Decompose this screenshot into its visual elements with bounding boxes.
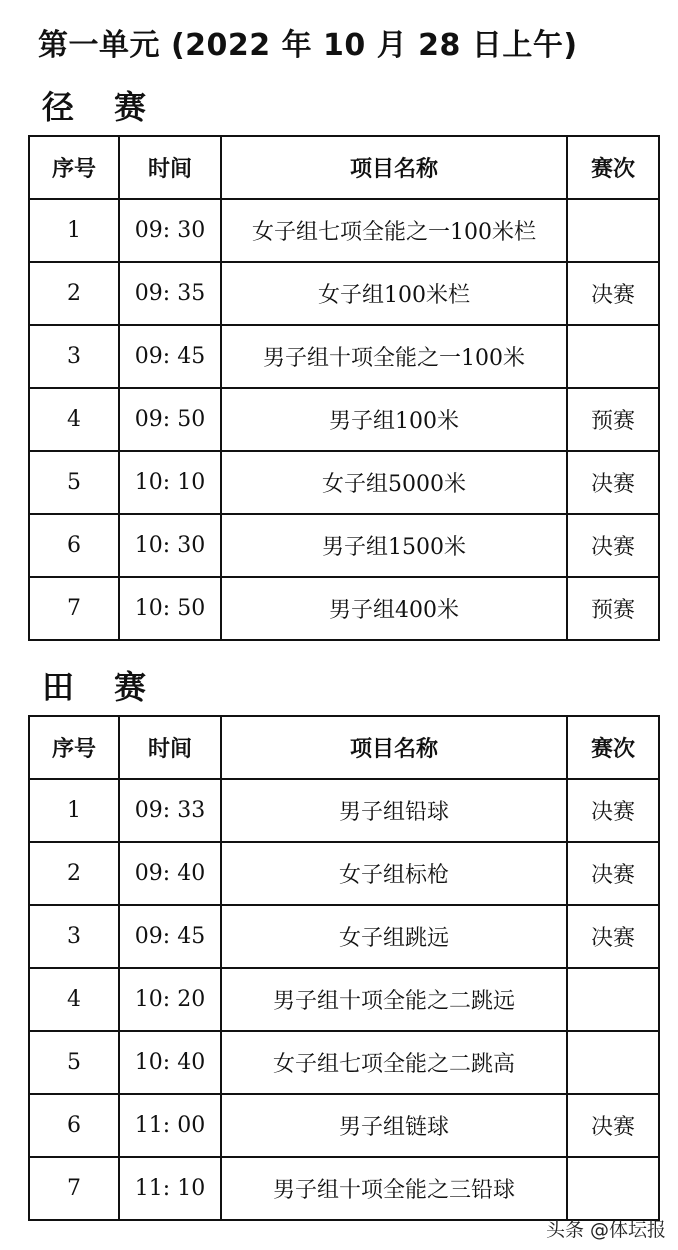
row-time: 10: 10	[119, 451, 221, 514]
row-event: 女子组七项全能之二跳高	[221, 1031, 567, 1094]
row-number: 1	[29, 779, 119, 842]
row-event: 男子组十项全能之三铅球	[221, 1157, 567, 1220]
row-time: 09: 30	[119, 199, 221, 262]
row-time: 11: 10	[119, 1157, 221, 1220]
header-time: 时间	[119, 136, 221, 199]
row-time: 10: 20	[119, 968, 221, 1031]
row-round: 决赛	[567, 1094, 659, 1157]
row-round: 决赛	[567, 514, 659, 577]
row-event: 男子组400米	[221, 577, 567, 640]
row-event: 男子组十项全能之一100米	[221, 325, 567, 388]
row-number: 7	[29, 1157, 119, 1220]
table-row	[29, 325, 659, 388]
header-number: 序号	[29, 136, 119, 199]
row-number: 7	[29, 577, 119, 640]
field-section-heading: 田赛	[42, 668, 187, 706]
row-number: 4	[29, 968, 119, 1031]
row-number: 2	[29, 842, 119, 905]
row-event: 女子组100米栏	[221, 262, 567, 325]
table-row	[29, 905, 659, 968]
header-round: 赛次	[567, 716, 659, 779]
row-round: 决赛	[567, 842, 659, 905]
header-round: 赛次	[567, 136, 659, 199]
table-row	[29, 842, 659, 905]
watermark: 头条 @体坛报	[545, 1219, 666, 1241]
row-number: 1	[29, 199, 119, 262]
row-event: 男子组100米	[221, 388, 567, 451]
track-schedule-table	[28, 135, 660, 641]
table-header-row	[29, 136, 659, 199]
row-number: 6	[29, 1094, 119, 1157]
row-event: 女子组七项全能之一100米栏	[221, 199, 567, 262]
row-event: 女子组5000米	[221, 451, 567, 514]
table-row	[29, 514, 659, 577]
table-row	[29, 1157, 659, 1220]
table-row	[29, 262, 659, 325]
row-round: 决赛	[567, 262, 659, 325]
row-round	[567, 199, 659, 262]
page-title: 第一单元 (2022 年 10 月 28 日上午)	[38, 28, 578, 63]
row-number: 2	[29, 262, 119, 325]
header-event: 项目名称	[221, 136, 567, 199]
row-round	[567, 1031, 659, 1094]
row-round: 决赛	[567, 779, 659, 842]
row-event: 女子组跳远	[221, 905, 567, 968]
header-number: 序号	[29, 716, 119, 779]
header-event: 项目名称	[221, 716, 567, 779]
row-number: 5	[29, 1031, 119, 1094]
row-event: 男子组十项全能之二跳远	[221, 968, 567, 1031]
row-time: 09: 35	[119, 262, 221, 325]
row-time: 09: 33	[119, 779, 221, 842]
row-round	[567, 968, 659, 1031]
row-number: 5	[29, 451, 119, 514]
row-round: 预赛	[567, 577, 659, 640]
row-round	[567, 325, 659, 388]
row-time: 09: 45	[119, 325, 221, 388]
table-row	[29, 1031, 659, 1094]
row-time: 10: 30	[119, 514, 221, 577]
row-round: 决赛	[567, 451, 659, 514]
row-number: 3	[29, 325, 119, 388]
row-time: 10: 40	[119, 1031, 221, 1094]
row-number: 3	[29, 905, 119, 968]
table-row	[29, 968, 659, 1031]
row-round: 决赛	[567, 905, 659, 968]
header-time: 时间	[119, 716, 221, 779]
row-time: 10: 50	[119, 577, 221, 640]
table-header-row	[29, 716, 659, 779]
track-section-heading: 径赛	[42, 88, 187, 126]
row-event: 女子组标枪	[221, 842, 567, 905]
row-event: 男子组链球	[221, 1094, 567, 1157]
row-time: 09: 40	[119, 842, 221, 905]
table-row	[29, 779, 659, 842]
table-row	[29, 451, 659, 514]
row-event: 男子组1500米	[221, 514, 567, 577]
row-round	[567, 1157, 659, 1220]
table-row	[29, 199, 659, 262]
row-number: 4	[29, 388, 119, 451]
table-row	[29, 1094, 659, 1157]
table-row	[29, 577, 659, 640]
row-event: 男子组铅球	[221, 779, 567, 842]
table-row	[29, 388, 659, 451]
row-time: 11: 00	[119, 1094, 221, 1157]
row-time: 09: 50	[119, 388, 221, 451]
row-round: 预赛	[567, 388, 659, 451]
row-number: 6	[29, 514, 119, 577]
field-schedule-table	[28, 715, 660, 1221]
row-time: 09: 45	[119, 905, 221, 968]
